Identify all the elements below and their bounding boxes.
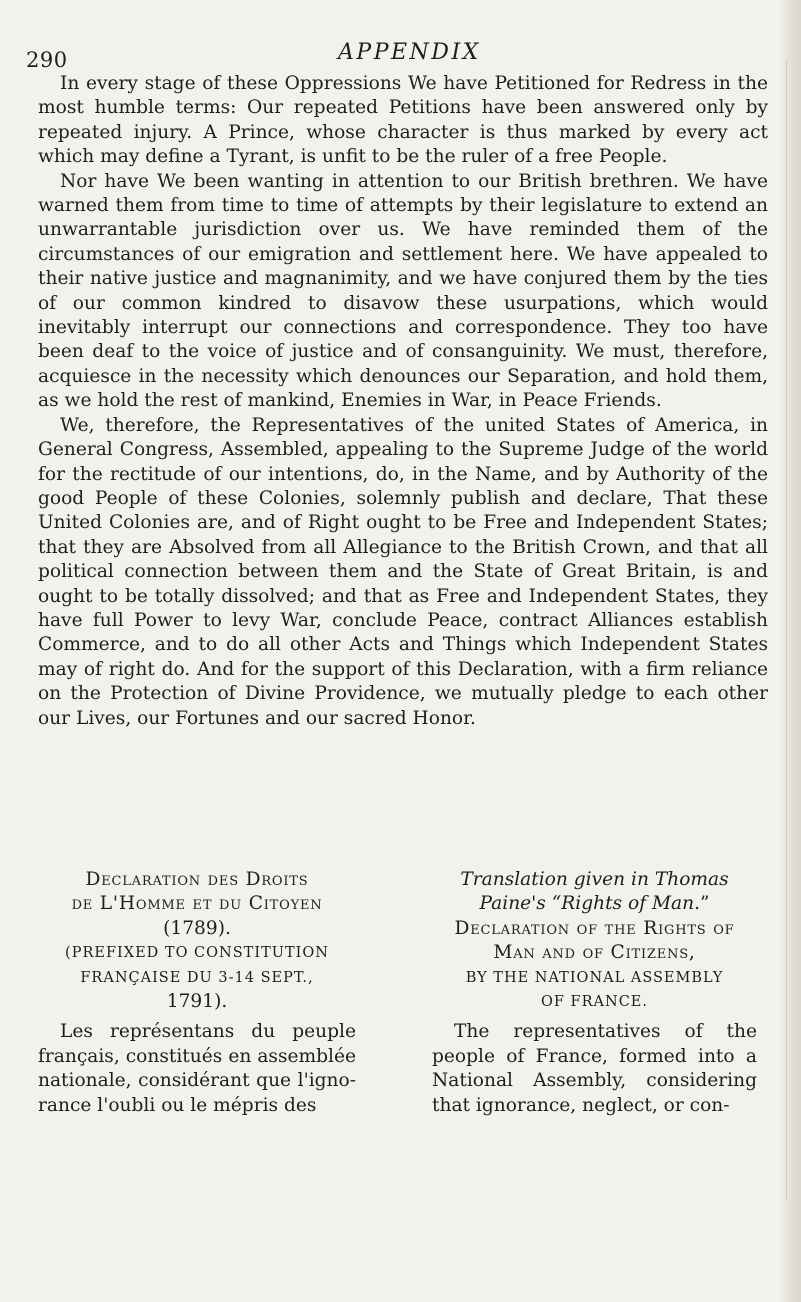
translation-prefix: Paine's “: [479, 893, 562, 915]
prefix-line-2: FRANÇAISE DU 3-14 SEPT.,: [80, 969, 314, 986]
paragraph-declaration: We, therefore, the Representatives of the united States of America, in General Congress, Assembled, appealing to the Supreme Judge of the world for the rectitude of our intentions, do, in the Name, and by Authority of the good People of these Colonies, solemnly publish and declare, That these United Colonies are, and of Right ought to be Free and Independent States; that they are Absolved from all Allegiance to the British Crown, and that all political connection between them and the State of Great Britain, is and ought to be totally dissolved; and that as Free and Independent States, they have full Power to levy War, conclude Peace, contract Alliances establish Commerce, and to do all other Acts and Things which Independent States may of right do. And for the support of this Declaration, with a firm reliance on the Protection of Divine Providence, we mutually pledge to each other our Lives, our Fortunes and our sacred Honor.: [38, 414, 768, 729]
prefix-line-1: (PREFIXED TO CONSTITUTION: [65, 945, 329, 962]
paragraph-oppressions: In every stage of these Oppressions We have Petitioned for Redress in the most humble terms: Our repeated Petitions have been answered only by repeated injury. A Prince, whose character is thus marked by every act which may define a Tyrant, is unfit to be the ruler of a free People.: [38, 73, 768, 168]
by-line-2: OF FRANCE.: [541, 994, 648, 1011]
paragraph-british-brethren: Nor have We been wanting in attention to our British brethren. We have warned them from time to time of attempts by their legislature to extend an unwarrantable jurisdiction over us. We have reminded them of the circumstances of our emigration and settlement here. We have appealed to their native justice and magnanimity, and we have conjured them by the ties of our common kindred to disavow these usurpations, which would inevitably interrupt our connections and correspondence. They too have been deaf to the voice of justice and of consanguinity. We must, therefore, acquiesce in the necessity which denounces our Separation, and hold them, as we hold the rest of mankind, Enemies in War, in Peace Friends.: [38, 170, 768, 412]
french-declaration-column: [38, 868, 356, 1118]
translation-line-1: Translation given in Thomas: [460, 869, 729, 890]
english-title-line-1: Declaration of the Rights of: [454, 917, 735, 939]
prefix-line-3: 1791).: [166, 991, 228, 1013]
english-translation-column: [432, 868, 757, 1118]
english-title-line-2: Man and of Citizens,: [493, 942, 696, 964]
page-header: [26, 40, 776, 74]
running-head: APPENDIX: [338, 40, 481, 65]
english-text: The representatives of the people of France, formed into a National Assembly, considering that ignorance, neglect, or con-: [432, 1021, 757, 1116]
translation-line-2: [432, 892, 757, 916]
page-edge-shadow: [779, 0, 801, 1302]
main-text: [38, 72, 768, 731]
translation-suffix: ”: [700, 893, 710, 915]
french-title-line-1: Declaration des Droits: [85, 869, 309, 890]
french-year: (1789).: [163, 917, 231, 939]
french-text: Les représentans du peuple français, constitués en assemblée nationale, considérant que l'igno-rance l'oubli ou le mépris des: [38, 1021, 356, 1116]
rights-of-man-title: Rights of Man.: [561, 893, 700, 915]
french-title-line-2: de L'Homme et du Citoyen: [71, 893, 323, 915]
page-number: 290: [26, 48, 68, 72]
by-line-1: BY THE NATIONAL ASSEMBLY: [465, 969, 724, 986]
page-gutter-line: [786, 60, 787, 1200]
